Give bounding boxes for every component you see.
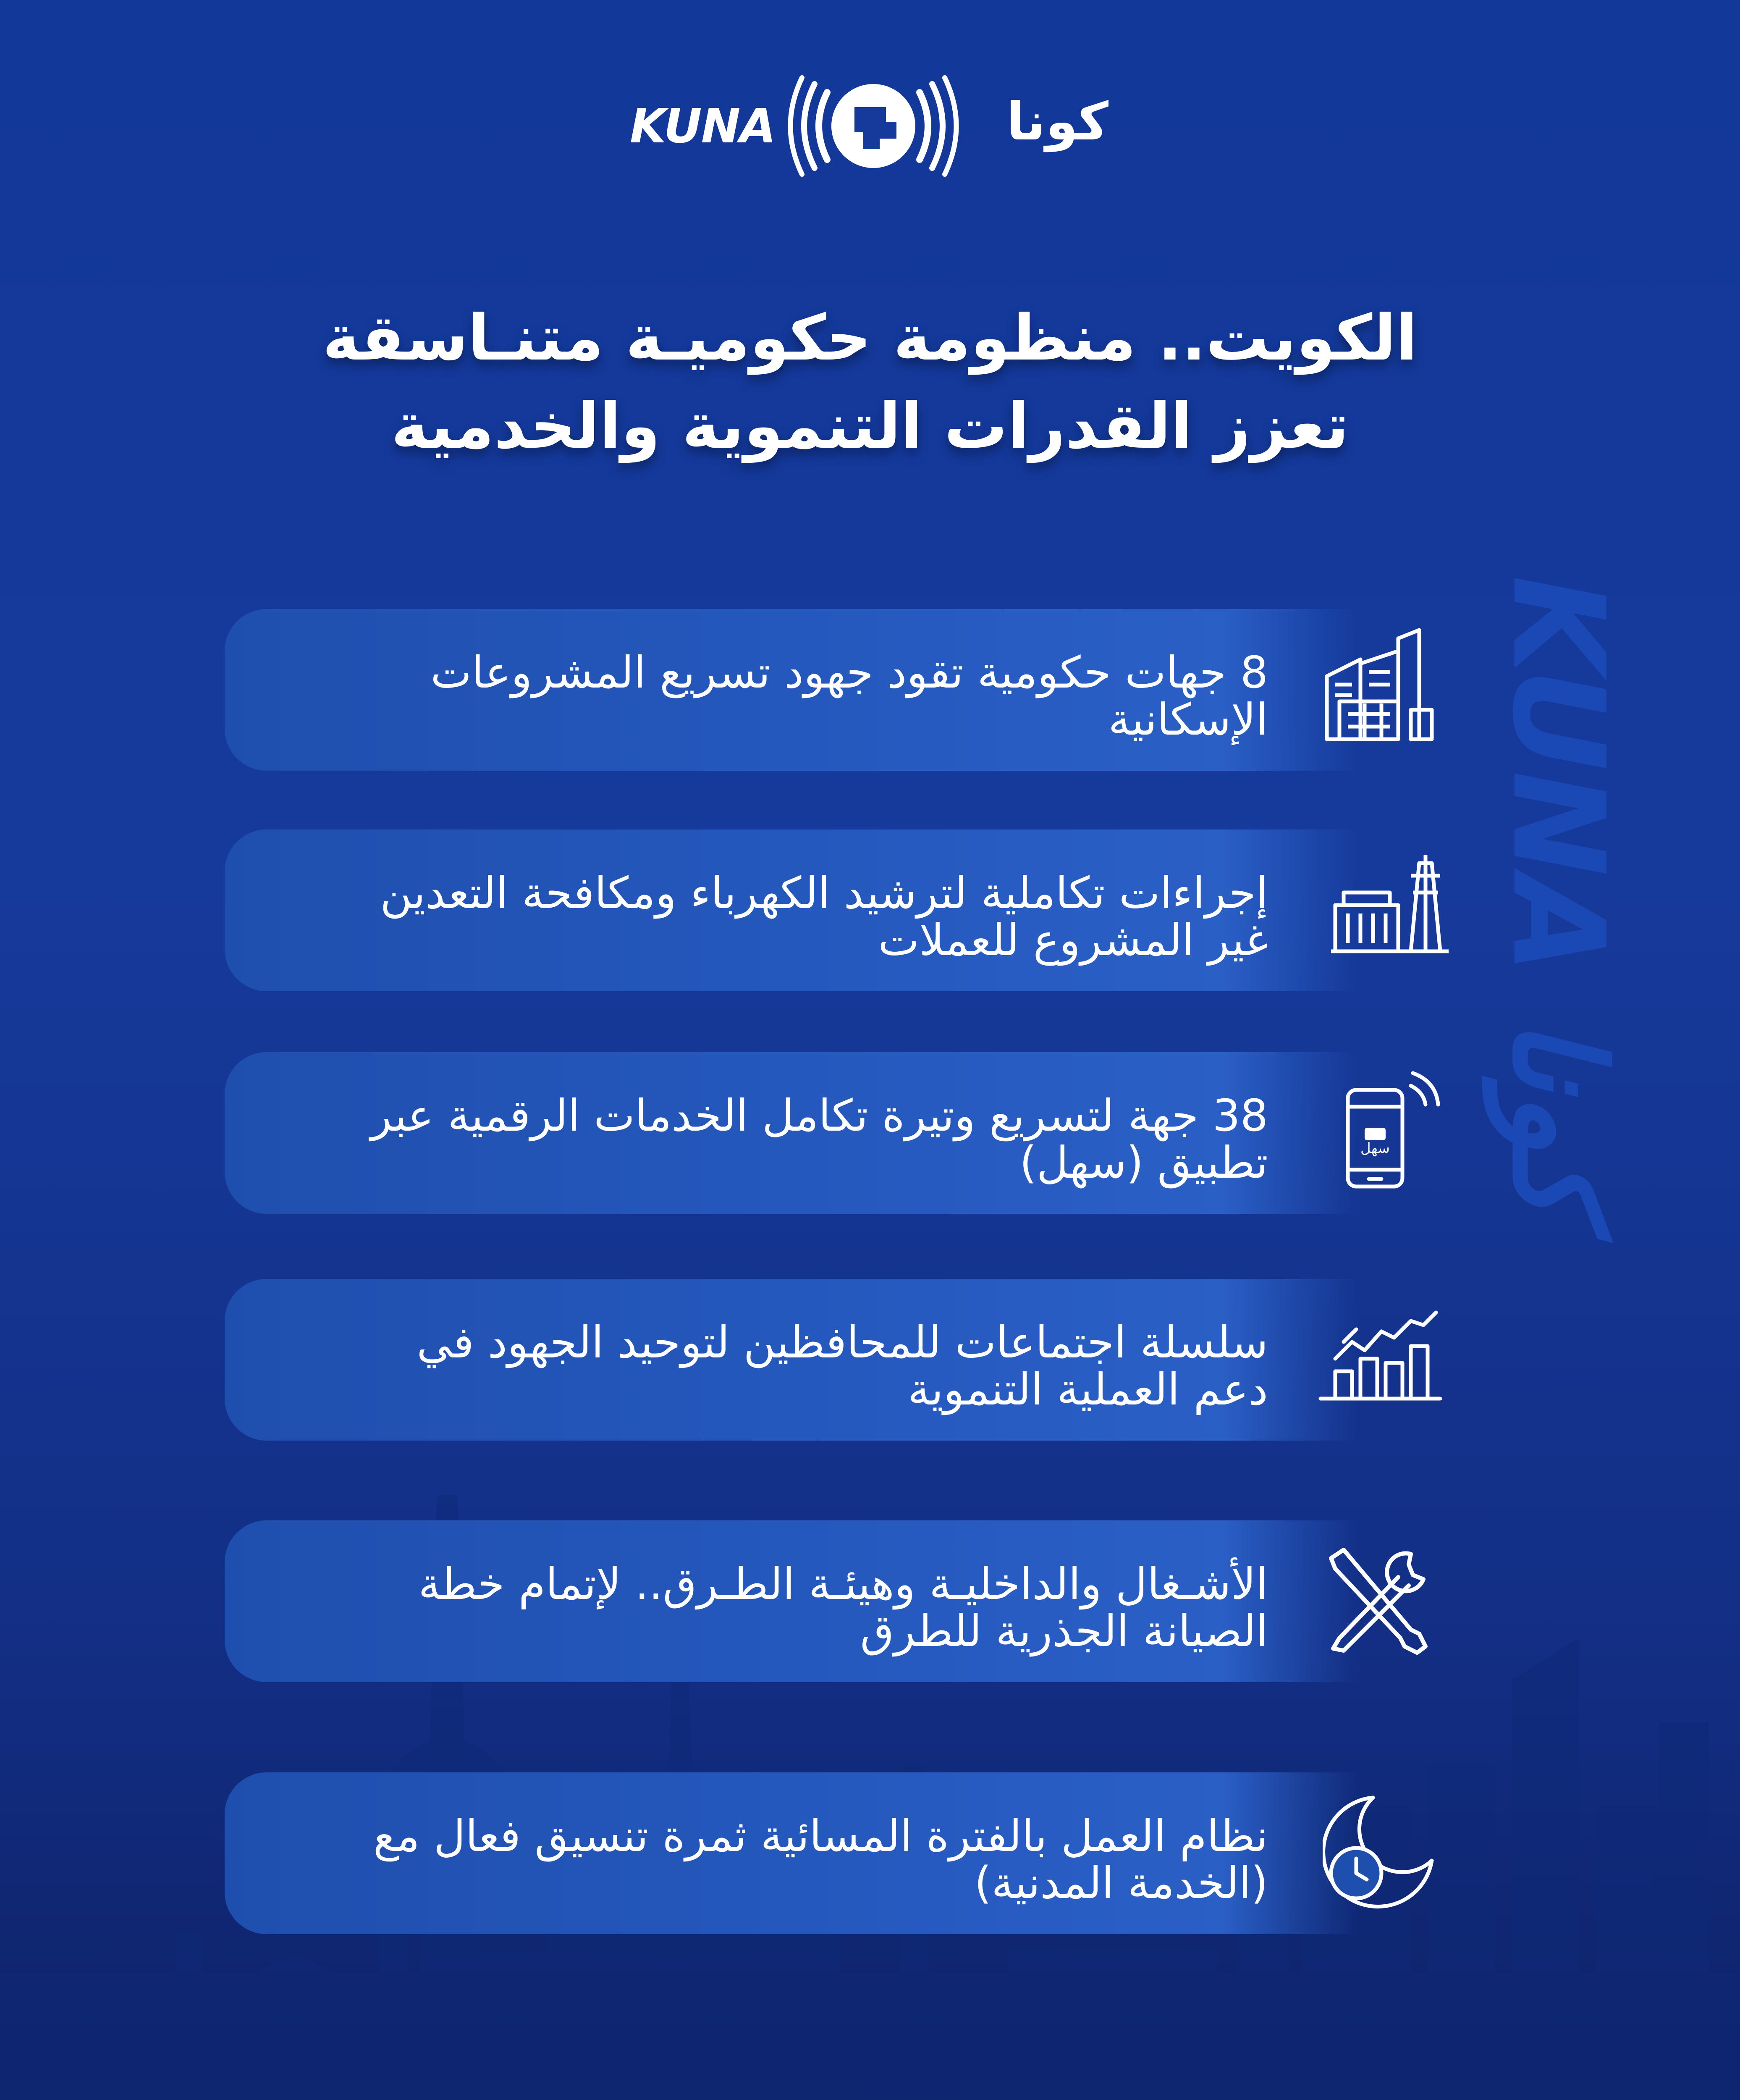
item-text-line-1: الأشـغال والداخليـة وهيئـة الطـرق.. لإتمام خطة (418, 1558, 1268, 1609)
item-text (239, 1092, 1268, 1186)
broadcast-globe-icon (781, 63, 966, 189)
list-item (225, 1279, 1358, 1441)
item-text-line-1: 38 جهة لتسريع وتيرة تكامل الخدمات الرقمية عبر (370, 1090, 1268, 1141)
title-line-1: الكويت.. منظومة حكوميـة متنـاسقة (322, 302, 1418, 375)
smartphone-app-icon (1323, 1069, 1449, 1195)
kuna-logo (626, 63, 1113, 189)
item-text (239, 1812, 1268, 1906)
tools-icon (1314, 1537, 1440, 1663)
logo-latin-text: KUNA (630, 99, 776, 154)
buildings-icon (1314, 626, 1440, 752)
item-text (239, 649, 1268, 743)
logo-arabic-text: كونا (1006, 92, 1108, 152)
item-text-line-2: الإسكانية (1108, 694, 1268, 745)
item-text-line-1: إجراءات تكاملية لترشيد الكهرباء ومكافحة التعدين (380, 867, 1268, 919)
kuna-watermark: KUNA كونا (1485, 575, 1631, 1216)
item-text-line-1: نظام العمل بالفترة المسائية ثمرة تنسيق فعال مع (373, 1810, 1268, 1861)
item-text (239, 1560, 1268, 1654)
list-item (225, 609, 1358, 771)
page-title (126, 294, 1614, 470)
item-text-line-2: الصيانة الجذرية للطرق (860, 1605, 1268, 1656)
growth-chart-icon (1318, 1296, 1444, 1422)
list-item (225, 830, 1358, 991)
item-text-line-1: سلسلة اجتماعات للمحافظين لتوحيد الجهود في (417, 1317, 1268, 1368)
list-item (225, 1772, 1358, 1934)
item-text-line-1: 8 جهات حكومية تقود جهود تسريع المشروعات (430, 647, 1268, 698)
item-text-line-2: تطبيق (سهل) (1019, 1137, 1268, 1188)
item-text-line-2: (الخدمة المدنية) (974, 1857, 1268, 1908)
moon-clock-icon (1323, 1789, 1449, 1915)
title-line-2: تعزز القدرات التنموية والخدمية (391, 390, 1349, 463)
item-text (239, 867, 1268, 966)
power-plant-icon (1327, 846, 1453, 972)
item-text-line-2: غير المشروع للعملات (878, 914, 1268, 966)
phone-app-label: سهل (1360, 1140, 1390, 1157)
item-text (239, 1319, 1268, 1413)
list-item (225, 1052, 1358, 1214)
item-text-line-2: دعم العملية التنموية (907, 1364, 1268, 1415)
list-item (225, 1520, 1358, 1682)
